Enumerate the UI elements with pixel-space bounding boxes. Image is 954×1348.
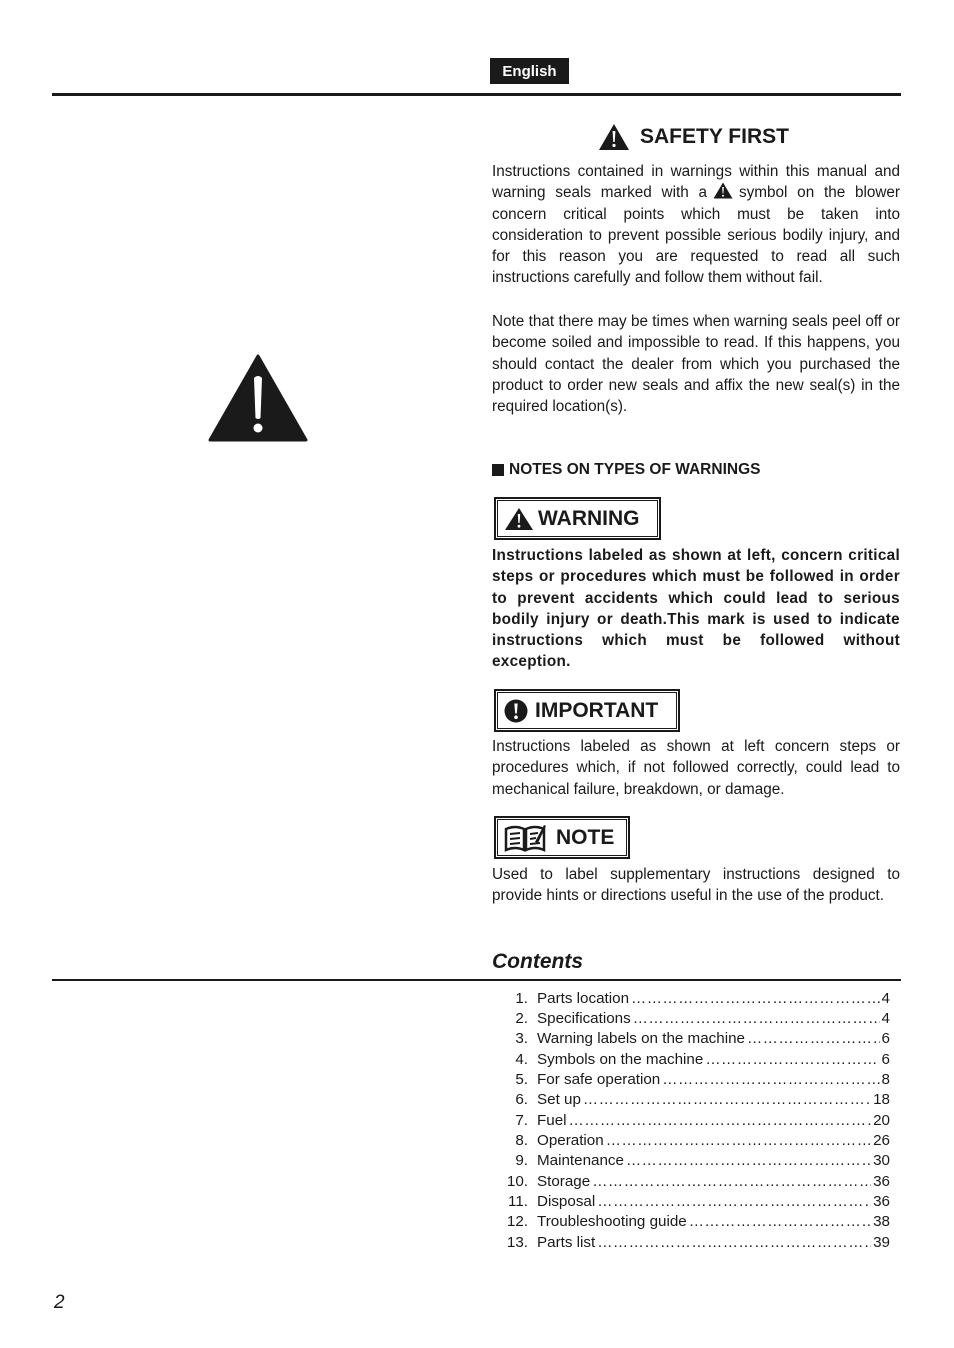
toc-item-number: 7.: [515, 1111, 528, 1129]
toc-item-number: 5.: [515, 1071, 528, 1089]
important-description: Instructions labeled as shown at left concern steps or procedures which, if not followed correctly, could lead to mechanical failure, breakdown, or damage.: [492, 738, 900, 798]
toc-item-number: 13.: [506, 1233, 528, 1251]
toc-item-title: For safe operation: [537, 1071, 661, 1089]
warning-triangle-icon: [713, 182, 733, 199]
note-label-box: [494, 816, 630, 859]
toc-item-page: 38: [873, 1213, 890, 1231]
important-label-box: [494, 689, 680, 732]
toc-item-page: 4: [881, 1010, 890, 1028]
warning-triangle-icon: [208, 354, 308, 442]
toc-item-title: Symbols on the machine: [537, 1050, 704, 1068]
toc-item-number: 12.: [506, 1213, 528, 1231]
safety-first-title: SAFETY FIRST: [640, 125, 789, 148]
note-label: NOTE: [556, 825, 615, 849]
safety-paragraph-2: Note that there may be times when warning seals peel off or become soiled and impossible to read. If this happens, you should contact the dealer from which you purchased the product to order new seals and affix the new seal(s) in the required location(s).: [492, 313, 900, 416]
toc-item: [494, 1110, 890, 1130]
toc-item: [494, 1008, 890, 1028]
toc-item-number: 1.: [515, 989, 528, 1007]
toc-item-page: 36: [873, 1172, 890, 1190]
toc-leader-dots: [569, 1112, 872, 1129]
toc-item-page: 6: [881, 1030, 890, 1048]
toc-item-page: 39: [873, 1233, 890, 1251]
toc-item-page: 6: [881, 1050, 890, 1068]
toc-item: [494, 988, 890, 1008]
toc-item: [494, 1232, 890, 1252]
notes-heading-text: NOTES ON TYPES OF WARNINGS: [509, 461, 761, 478]
contents-title: Contents: [492, 950, 583, 973]
toc-leader-dots: [662, 1071, 879, 1088]
toc-item-number: 8.: [515, 1132, 528, 1150]
toc-item-page: 36: [873, 1193, 890, 1211]
safety-paragraph-1-end: symbol on the blower concern critical points which must be taken into consideration to prevent possible serious bodily injury, and for this reason you are requested to read all such instructions carefully and follow them without fail.: [492, 184, 901, 287]
toc-item: [494, 1029, 890, 1049]
toc-item-number: 3.: [515, 1030, 528, 1048]
note-description: Used to label supplementary instructions designed to provide hints or directions useful in the use of the product.: [492, 866, 900, 905]
toc-item-page: 18: [873, 1091, 890, 1109]
toc-item-title: Storage: [537, 1172, 591, 1190]
warning-label-box: [494, 497, 661, 540]
warning-triangle-icon: [504, 507, 534, 531]
toc-item-number: 4.: [515, 1050, 528, 1068]
toc-item-page: 20: [873, 1111, 890, 1129]
toc-item: [494, 1212, 890, 1232]
toc-leader-dots: [705, 1051, 879, 1068]
toc-item-page: 4: [881, 989, 890, 1007]
toc-leader-dots: [689, 1213, 871, 1230]
toc-item-page: 8: [881, 1071, 890, 1089]
toc-leader-dots: [747, 1030, 880, 1047]
toc-item-title: Disposal: [537, 1193, 596, 1211]
toc-item: [494, 1049, 890, 1069]
book-note-icon: [504, 823, 546, 853]
toc-item-title: Set up: [537, 1091, 581, 1109]
square-bullet-icon: [492, 464, 504, 476]
safety-paragraph-1-start: Instructions contained in warnings within this manual and warning seals marked with a: [492, 163, 900, 202]
toc-item: [494, 1191, 890, 1211]
toc-item-number: 6.: [515, 1091, 528, 1109]
toc-item-title: Parts list: [537, 1233, 596, 1251]
toc-item-title: Maintenance: [537, 1152, 624, 1170]
toc-item-title: Specifications: [537, 1010, 631, 1028]
warning-label: WARNING: [538, 506, 640, 530]
toc-item-title: Fuel: [537, 1111, 567, 1129]
page-number: 2: [54, 1292, 65, 1313]
toc-item-number: 10.: [506, 1172, 528, 1190]
toc-leader-dots: [631, 990, 880, 1007]
safety-paragraph-1: [492, 161, 900, 289]
toc-item: [494, 1130, 890, 1150]
toc-leader-dots: [606, 1132, 871, 1149]
header-rule: [52, 93, 901, 96]
toc-leader-dots: [626, 1152, 871, 1169]
warning-description: Instructions labeled as shown at left, concern critical steps or procedures which must be followed in order to prevent accidents which could lead to serious bodily injury or death.This mark is used to indicate instructions which must be followed without exception.: [492, 547, 900, 671]
toc-item: [494, 1069, 890, 1089]
exclamation-circle-icon: [504, 699, 528, 723]
toc-item-title: Parts location: [537, 989, 630, 1007]
toc-item: [494, 1090, 890, 1110]
important-label: IMPORTANT: [535, 698, 659, 722]
toc-leader-dots: [592, 1173, 871, 1190]
notes-heading: [492, 461, 760, 479]
toc-leader-dots: [583, 1091, 871, 1108]
table-of-contents: [494, 988, 890, 1252]
contents-rule: [52, 979, 901, 981]
toc-item-page: 26: [873, 1132, 890, 1150]
warning-triangle-icon: [598, 123, 630, 151]
toc-item-title: Warning labels on the machine: [537, 1030, 745, 1048]
safety-first-heading: [598, 120, 789, 154]
toc-item-title: Operation: [537, 1132, 604, 1150]
toc-item: [494, 1151, 890, 1171]
toc-leader-dots: [597, 1234, 871, 1251]
toc-leader-dots: [633, 1010, 880, 1027]
toc-item: [494, 1171, 890, 1191]
language-tab: English: [490, 58, 569, 84]
toc-item-number: 11.: [508, 1193, 528, 1211]
toc-item-number: 9.: [515, 1152, 528, 1170]
toc-item-number: 2.: [515, 1010, 528, 1028]
toc-item-title: Troubleshooting guide: [537, 1213, 687, 1231]
toc-item-page: 30: [873, 1152, 890, 1170]
toc-leader-dots: [597, 1193, 871, 1210]
